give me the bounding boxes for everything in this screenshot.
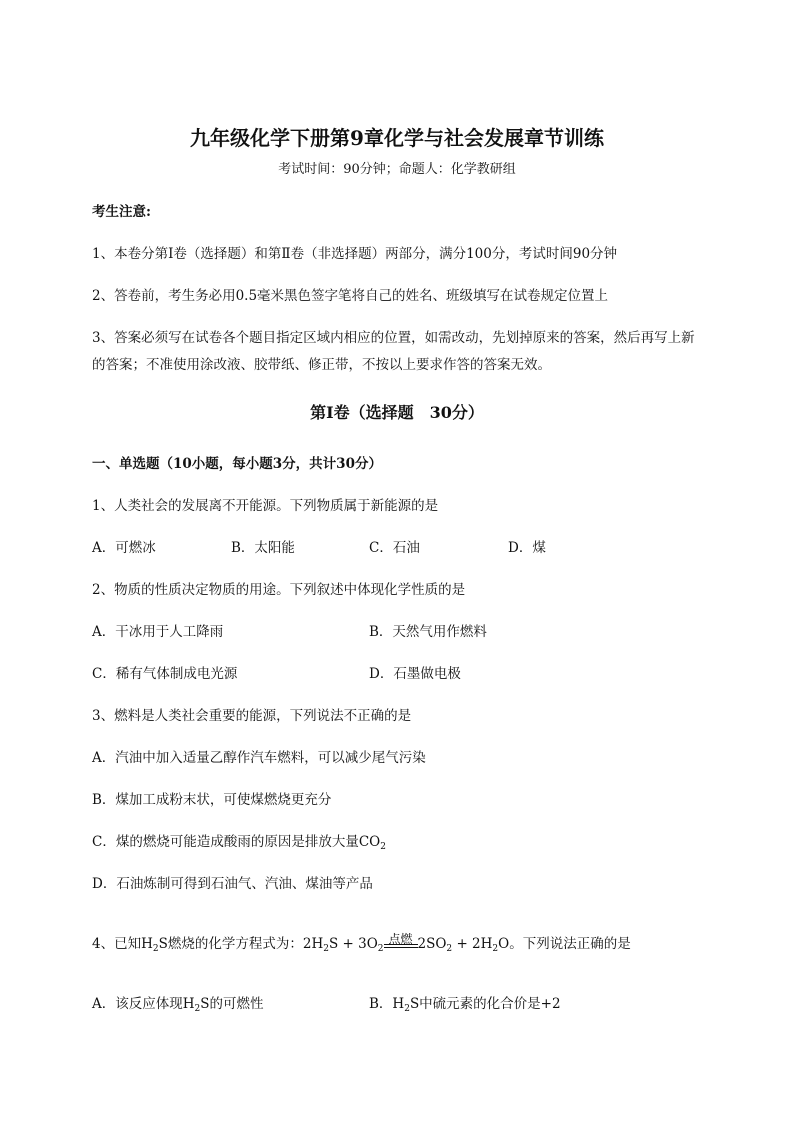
q4-sub-3: 2 xyxy=(377,944,384,954)
q4-text-1: 4、已知H xyxy=(92,936,153,952)
q4-sub-1: 2 xyxy=(152,944,159,954)
question-4-option-b[interactable] xyxy=(369,992,561,1012)
question-3-option-c[interactable] xyxy=(92,830,386,850)
notice-item-2: 2、答卷前，考生务必用0.5毫米黑色签字笔将自己的姓名、班级填写在试卷规定位置上 xyxy=(92,288,609,304)
q4-text-3: S + 3O xyxy=(328,936,378,952)
question-3-stem: 3、燃料是人类社会重要的能源，下列说法不正确的是 xyxy=(92,708,412,724)
question-1-option-c[interactable]: C．石油 xyxy=(369,540,420,556)
question-2-option-a[interactable]: A．干冰用于人工降雨 xyxy=(92,624,224,640)
question-3-option-c-text: C．煤的燃烧可能造成酸雨的原因是排放大量CO xyxy=(92,834,381,850)
notice-item-3: 3、答案必须写在试卷各个题目指定区域内相应的位置，如需改动，先划掉原来的答案，然后再写上新 xyxy=(92,330,695,346)
q4-text-6: O。下列说法正确的是 xyxy=(498,936,631,952)
q4-text-4: 2SO xyxy=(417,936,447,952)
question-2-option-d[interactable]: D．石墨做电极 xyxy=(369,666,461,682)
question-3-option-b[interactable]: B．煤加工成粉末状，可使煤燃烧更充分 xyxy=(92,792,332,808)
q4-a-text-2: S的可燃性 xyxy=(200,996,264,1012)
question-2-option-b[interactable]: B．天然气用作燃料 xyxy=(369,624,487,640)
q4-text-2: S燃烧的化学方程式为：2H xyxy=(158,936,324,952)
question-1-stem: 1、人类社会的发展离不开能源。下列物质属于新能源的是 xyxy=(92,498,439,514)
reaction-condition-label: 点燃 xyxy=(388,932,413,946)
question-4-stem xyxy=(92,932,631,952)
q4-b-text-2: S中硫元素的化合价是+2 xyxy=(409,996,561,1012)
notice-heading: 考生注意: xyxy=(92,204,151,220)
q4-b-sub: 2 xyxy=(404,1004,410,1014)
exam-subtitle: 考试时间：90分钟；命题人：化学教研组 xyxy=(278,162,516,177)
page-title: 九年级化学下册第9章化学与社会发展章节训练 xyxy=(190,126,604,150)
q4-a-sub: 2 xyxy=(194,1004,201,1014)
section-heading: 第I卷（选择题 30分） xyxy=(310,403,484,422)
q4-a-text-1: A．该反应体现H xyxy=(92,996,195,1012)
question-2-stem: 2、物质的性质决定物质的用途。下列叙述中体现化学性质的是 xyxy=(92,582,466,598)
question-1-option-b[interactable]: B．太阳能 xyxy=(231,540,295,556)
q4-text-5: + 2H xyxy=(452,936,493,952)
notice-item-1: 1、本卷分第I卷（选择题）和第Ⅱ卷（非选择题）两部分，满分100分，考试时间90分钟 xyxy=(92,246,618,262)
notice-item-3-cont: 的答案；不准使用涂改液、胶带纸、修正带，不按以上要求作答的答案无效。 xyxy=(92,357,551,373)
question-1-option-a[interactable]: A．可燃冰 xyxy=(92,540,156,556)
question-3-option-d[interactable]: D．石油炼制可得到石油气、汽油、煤油等产品 xyxy=(92,876,373,892)
q4-b-text-1: B．H xyxy=(369,996,405,1012)
part-heading: 一、单选题（10小题，每小题3分，共计30分） xyxy=(92,456,382,472)
question-4-option-a[interactable] xyxy=(92,992,264,1012)
co2-subscript: 2 xyxy=(380,842,386,852)
question-1-option-d[interactable]: D．煤 xyxy=(508,540,546,556)
question-2-option-c[interactable]: C．稀有气体制成电光源 xyxy=(92,666,238,682)
q4-sub-5: 2 xyxy=(492,944,499,954)
q4-sub-2: 2 xyxy=(323,944,329,954)
q4-sub-4: 2 xyxy=(446,944,453,954)
question-3-option-a[interactable]: A．汽油中加入适量乙醇作汽车燃料，可以减少尾气污染 xyxy=(92,750,426,766)
